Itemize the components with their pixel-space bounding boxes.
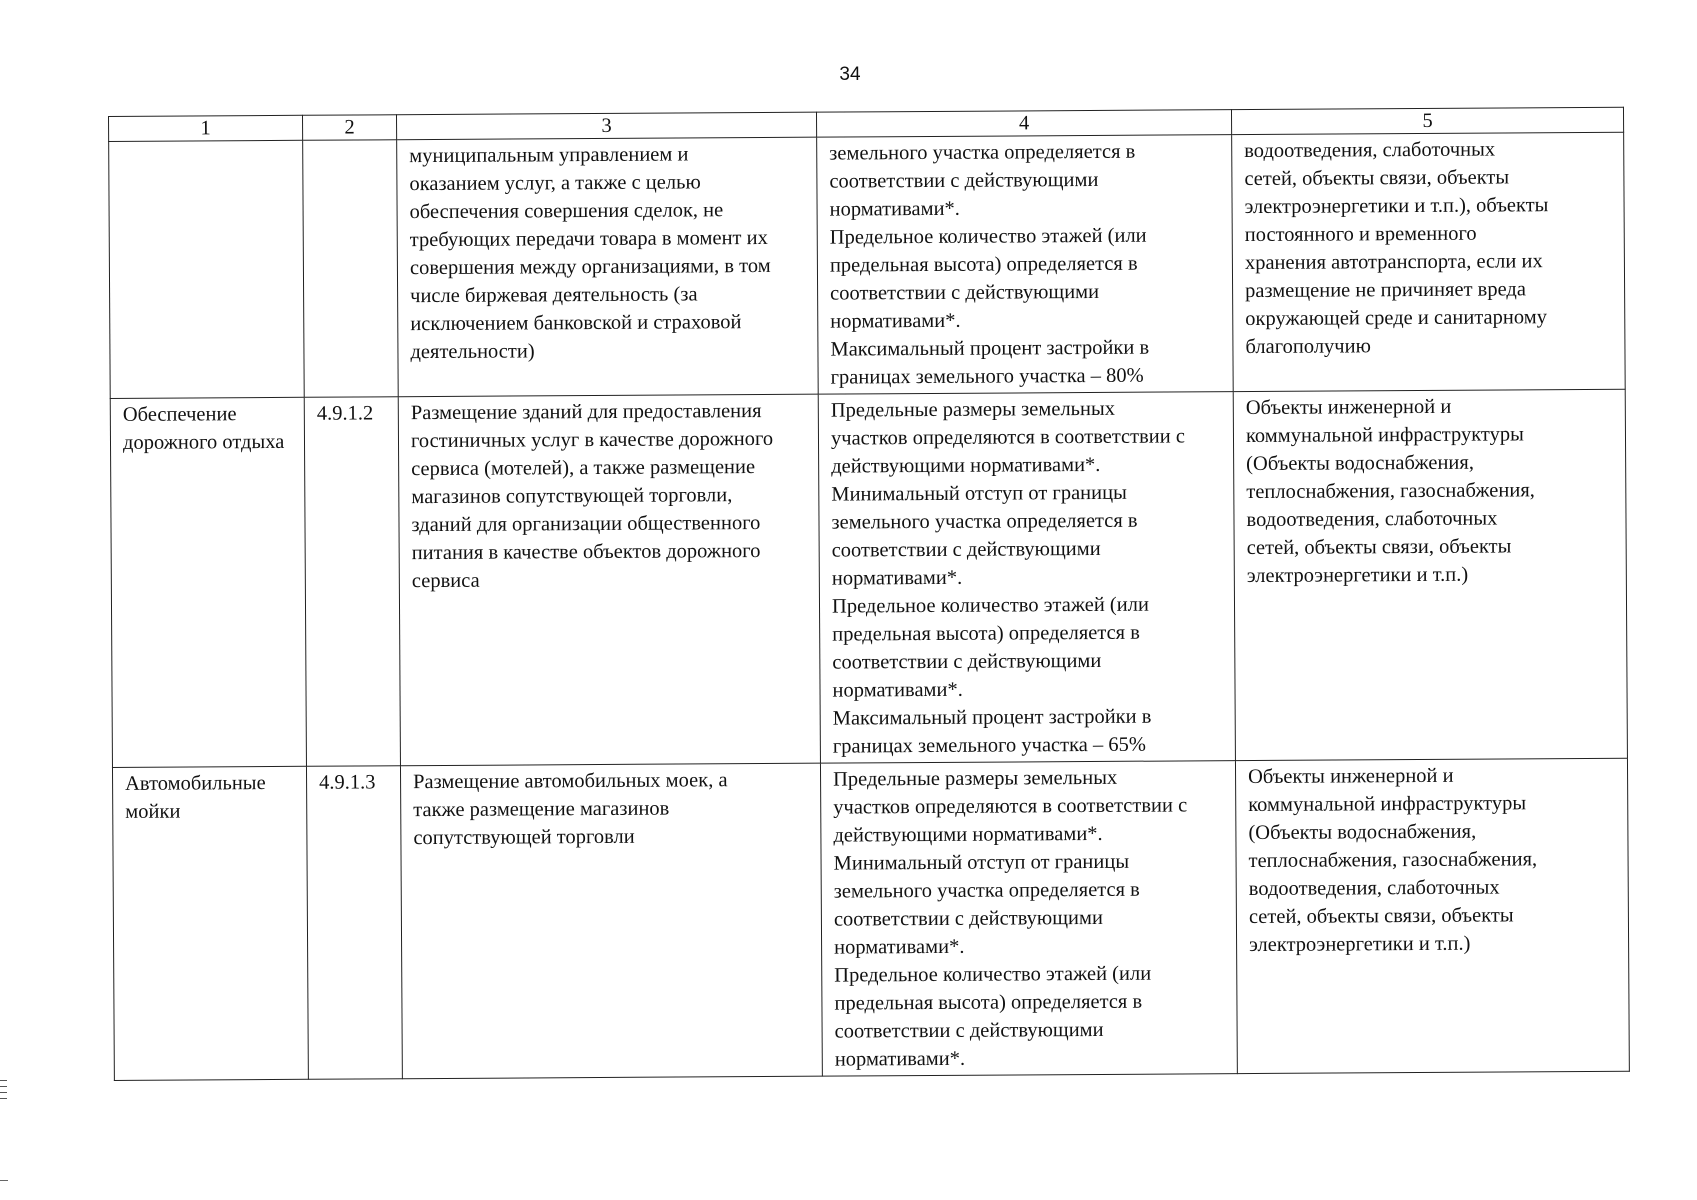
allowed-objects-text: Объекты инженерной и коммунальной инфраструктуры (Объекты водоснабжения, теплоснабжения, газоснабжения, водоотведения, слаботочных сетей, объекты связи, объекты электроэнергетики и т.п.) <box>1247 764 1538 957</box>
cell-allowed-objects <box>1232 132 1626 391</box>
header-col-4: 4 <box>816 110 1231 138</box>
cell-use-code <box>306 766 402 1080</box>
use-code-text: 4.9.1.2 <box>316 402 374 425</box>
cell-use-code <box>304 397 400 767</box>
use-description-text: Размещение зданий для предоставления гостиничных услуг в качестве дорожного сервиса (мотелей), а также размещение магазинов сопутствующей торговли, зданий для организации общественного питания в качестве объектов дорожного сервиса <box>410 400 774 593</box>
parameters-text: Предельные размеры земельных участков определяются в соответствии с действующими нормативами*. Минимальный отступ от границы земельного участка определяется в соответствии с действующими нормативами*. Предельное количество этажей (или предельная высота) определяется в соответствии с действующими нормативами*. Максимальный процент застройки в границах земельного участка – 65% <box>830 397 1185 758</box>
header-col-3: 3 <box>396 112 816 140</box>
cell-use-name <box>110 397 306 767</box>
cell-parameters <box>820 761 1237 1077</box>
page-number: 34 <box>839 64 861 85</box>
allowed-objects-text: водоотведения, слаботочных сетей, объекты связи, объекты электроэнергетики и т.п.), объекты постоянного и временного хранения автотранспорта, если их размещение не причиняет вреда окружающей среде и санитарному благополучию <box>1244 138 1549 359</box>
use-code-text: 4.9.1.3 <box>319 771 376 794</box>
cell-use-code <box>303 140 399 398</box>
cell-parameters <box>817 135 1234 395</box>
use-name-text: Обеспечение дорожного отдыха <box>122 403 285 454</box>
parameters-text: земельного участка определяется в соответствии с действующими нормативами*. Предельное количество этажей (или предельная высота) определяется в соответствии с действующими нормативами*. Максимальный процент застройки в границах земельного участка – 80% <box>829 140 1150 389</box>
cell-use-description <box>400 763 822 1079</box>
cell-allowed-objects <box>1233 389 1627 760</box>
cell-use-description <box>398 394 820 766</box>
allowed-objects-text: Объекты инженерной и коммунальной инфраструктуры (Объекты водоснабжения, теплоснабжения, газоснабжения, водоотведения, слаботочных сетей, объекты связи, объекты электроэнергетики и т.п.) <box>1245 395 1535 588</box>
zoning-table <box>108 107 1630 1081</box>
use-description-text: Размещение автомобильных моек, а также размещение магазинов сопутствующей торговли <box>413 769 728 850</box>
table-row <box>109 132 1626 398</box>
header-col-1: 1 <box>109 115 303 141</box>
use-description-text: муниципальным управлением и оказанием услуг, а также с целью обеспечения совершения сделок, не требующих передачи товара в момент их совершения между организациями, в том числе биржевая деятельность (за исключением банковской и страховой деятельности) <box>409 143 771 364</box>
header-col-5: 5 <box>1231 107 1623 134</box>
cell-use-name <box>109 140 305 398</box>
scan-margin-marks <box>0 1080 8 1112</box>
use-name-text: Автомобильные мойки <box>125 772 266 823</box>
parameters-text: Предельные размеры земельных участков определяются в соответствии с действующими нормативами*. Минимальный отступ от границы земельного участка определяется в соответствии с действующими нормативами*. Предельное количество этажей (или предельная высота) определяется в соответствии с действующими нормативами*. <box>832 766 1188 1071</box>
scan-margin-dash <box>0 1180 8 1181</box>
table-row <box>112 758 1629 1080</box>
cell-allowed-objects <box>1235 758 1629 1073</box>
cell-use-description <box>397 137 819 397</box>
table-row <box>110 389 1627 767</box>
cell-use-name <box>112 766 308 1080</box>
header-col-2: 2 <box>302 115 396 141</box>
use-name-text <box>121 143 292 144</box>
cell-parameters <box>818 392 1235 764</box>
